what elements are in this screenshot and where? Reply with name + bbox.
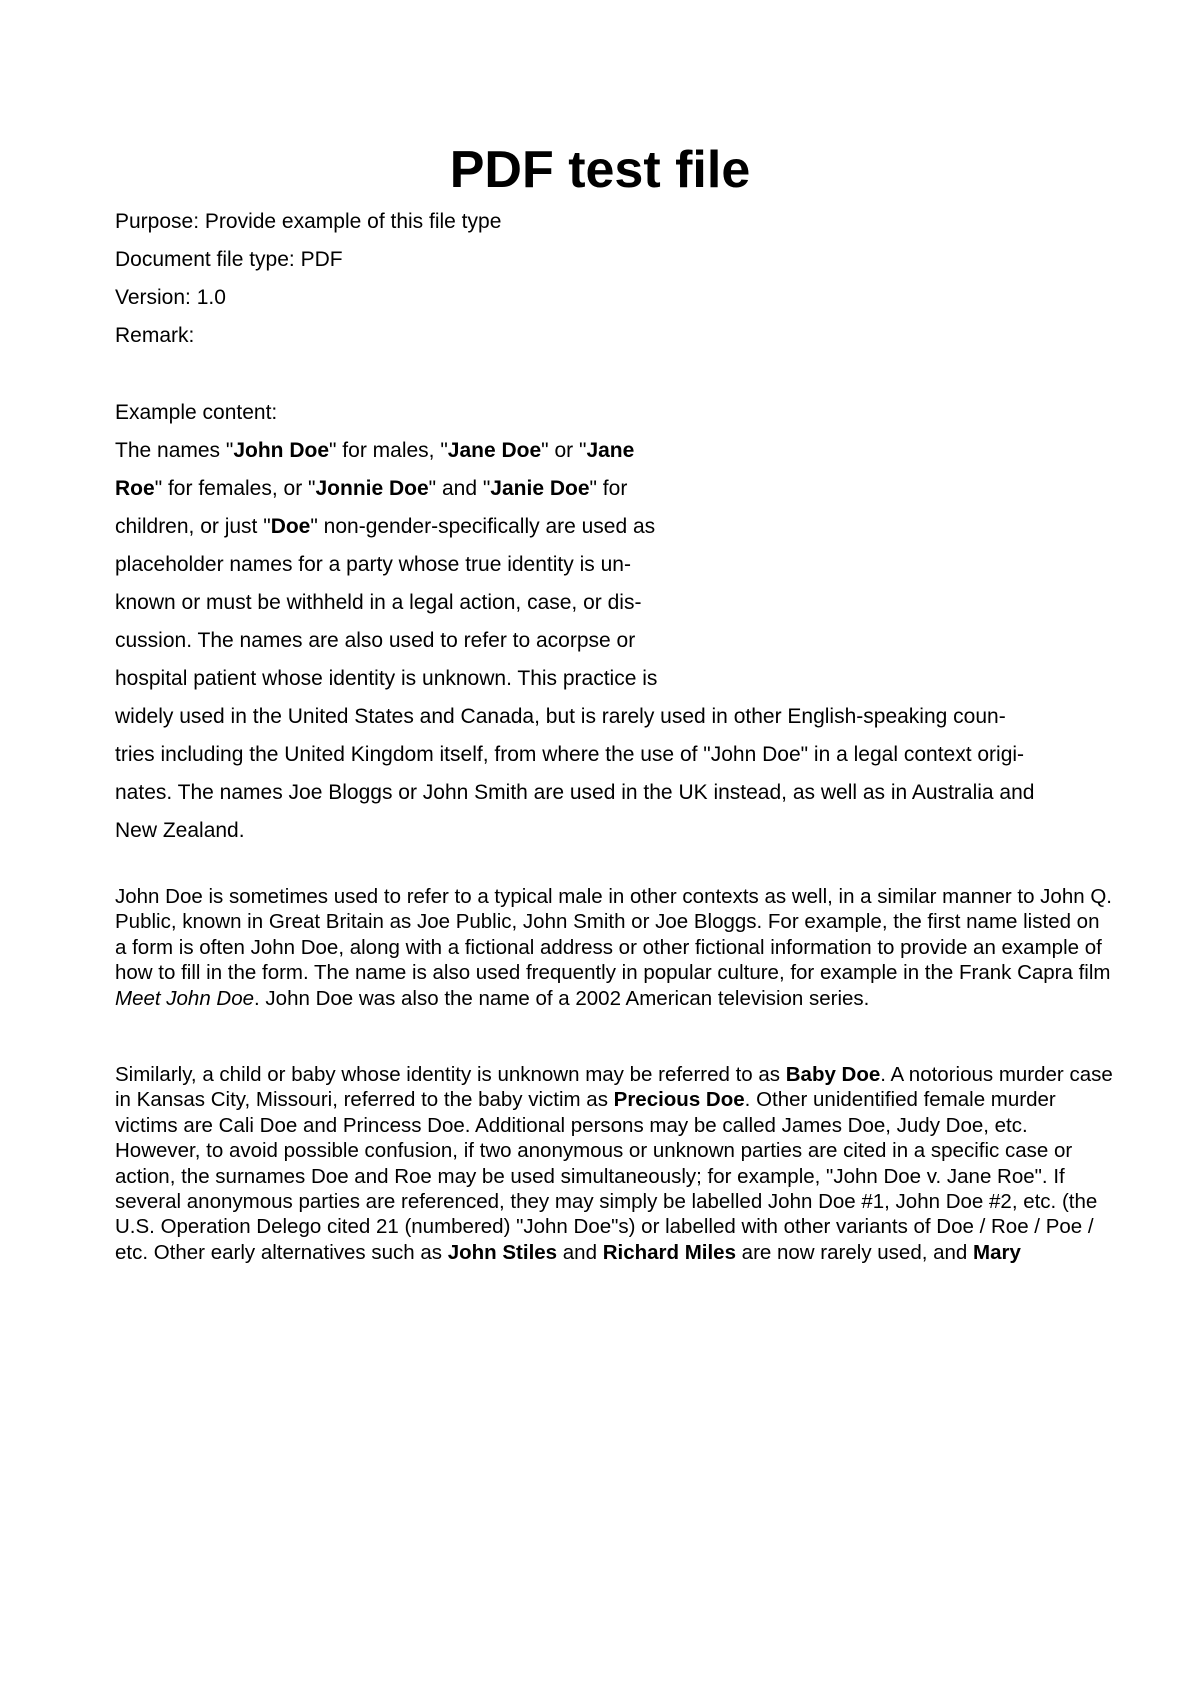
text-run: . John Doe was also the name of a 2002 American television series. [254,986,870,1010]
bold-jane: Jane [586,439,635,462]
text-run: and [557,1240,603,1264]
meta-version: Version: 1.0 [115,286,226,309]
bold-janie-doe: Janie Doe [490,477,590,500]
bold-jane-doe: Jane Doe [447,439,542,462]
italic-film-title: Meet John Doe [115,986,255,1010]
text-run: . A notorious murder case in Kansas City, Missouri, referred to the baby victim as [115,1063,1113,1112]
names-line-4: placeholder names for a party whose true identity is un- [115,553,631,576]
text-run: The names " [115,439,234,462]
text-run: " for females, or " [154,477,316,500]
bold-doe: Doe [270,515,311,538]
meta-file-type: Document file type: PDF [115,248,343,271]
names-line-6: cussion. The names are also used to refer to acorpse or [115,629,636,652]
names-line-8: widely used in the United States and Canada, but is rarely used in other English-speaking coun- [115,705,1006,728]
bold-baby-doe: Baby Doe [785,1063,881,1086]
text-run: " or " [541,439,587,462]
example-heading: Example content: [115,401,278,424]
text-run: . Other unidentified female murder victims are Cali Doe and Princess Doe. Additional persons may be called James Doe, Judy Doe, etc. However, to avoid possible confusion, if two anonymous or unknown parties are cited in a specific case or action, the surnames Doe and Roe may be used simultaneously; for example, "John Doe v. Jane Roe". If several anonymous parties are referenced, they may simply be labelled John Doe #1, John Doe #2, etc. (the U.S. Operation Delego cited 21 (numbered) "John Doe"s) or labelled with other variants of Doe / Roe / Poe / etc. Other early alternatives such as [115,1088,1098,1264]
text-run: " and " [428,477,491,500]
meta-purpose: Purpose: Provide example of this file type [115,210,502,233]
bold-john-doe: John Doe [233,439,330,462]
names-line-7: hospital patient whose identity is unknown. This practice is [115,667,658,690]
document-title: PDF test file [449,141,751,199]
paragraph-john-doe-contexts [115,884,1115,1011]
paragraph-baby-doe [115,1062,1115,1265]
bold-jonnie-doe: Jonnie Doe [315,477,429,500]
text-run: " for males, " [329,439,448,462]
names-line-5: known or must be withheld in a legal action, case, or dis- [115,591,642,614]
text-run: are now rarely used, and [735,1240,974,1264]
names-line-10: nates. The names Joe Bloggs or John Smith are used in the UK instead, as well as in Australia and [115,781,1035,804]
bold-precious-doe: Precious Doe [613,1088,745,1112]
names-line-2 [115,476,627,502]
names-line-1 [115,438,634,464]
text-run: Similarly, a child or baby whose identity is unknown may be referred to as [115,1063,786,1086]
text-run: " for [589,477,628,500]
text-run: John Doe is sometimes used to refer to a typical male in other contexts as well, in a similar manner to John Q. Public, known in Great Britain as Joe Public, John Smith or Joe Bloggs. For example, the first name listed on a form is often John Doe, along with a fictional address or other fictional information to provide an example of how to fill in the form. The name is also used frequently in popular culture, for example in the Frank Capra film [115,885,1112,985]
bold-richard-miles: Richard Miles [602,1240,736,1264]
names-line-3 [115,514,655,540]
text-run: " non-gender-specifically are used as [310,515,656,538]
meta-remark: Remark: [115,324,195,347]
bold-john-stiles: John Stiles [447,1240,558,1264]
bold-mary: Mary [973,1240,1021,1264]
bold-roe: Roe [115,477,155,500]
names-line-11: New Zealand. [115,819,245,842]
text-run: children, or just " [115,515,271,538]
names-line-9: tries including the United Kingdom itself, from where the use of "John Doe" in a legal context origi- [115,743,1025,766]
